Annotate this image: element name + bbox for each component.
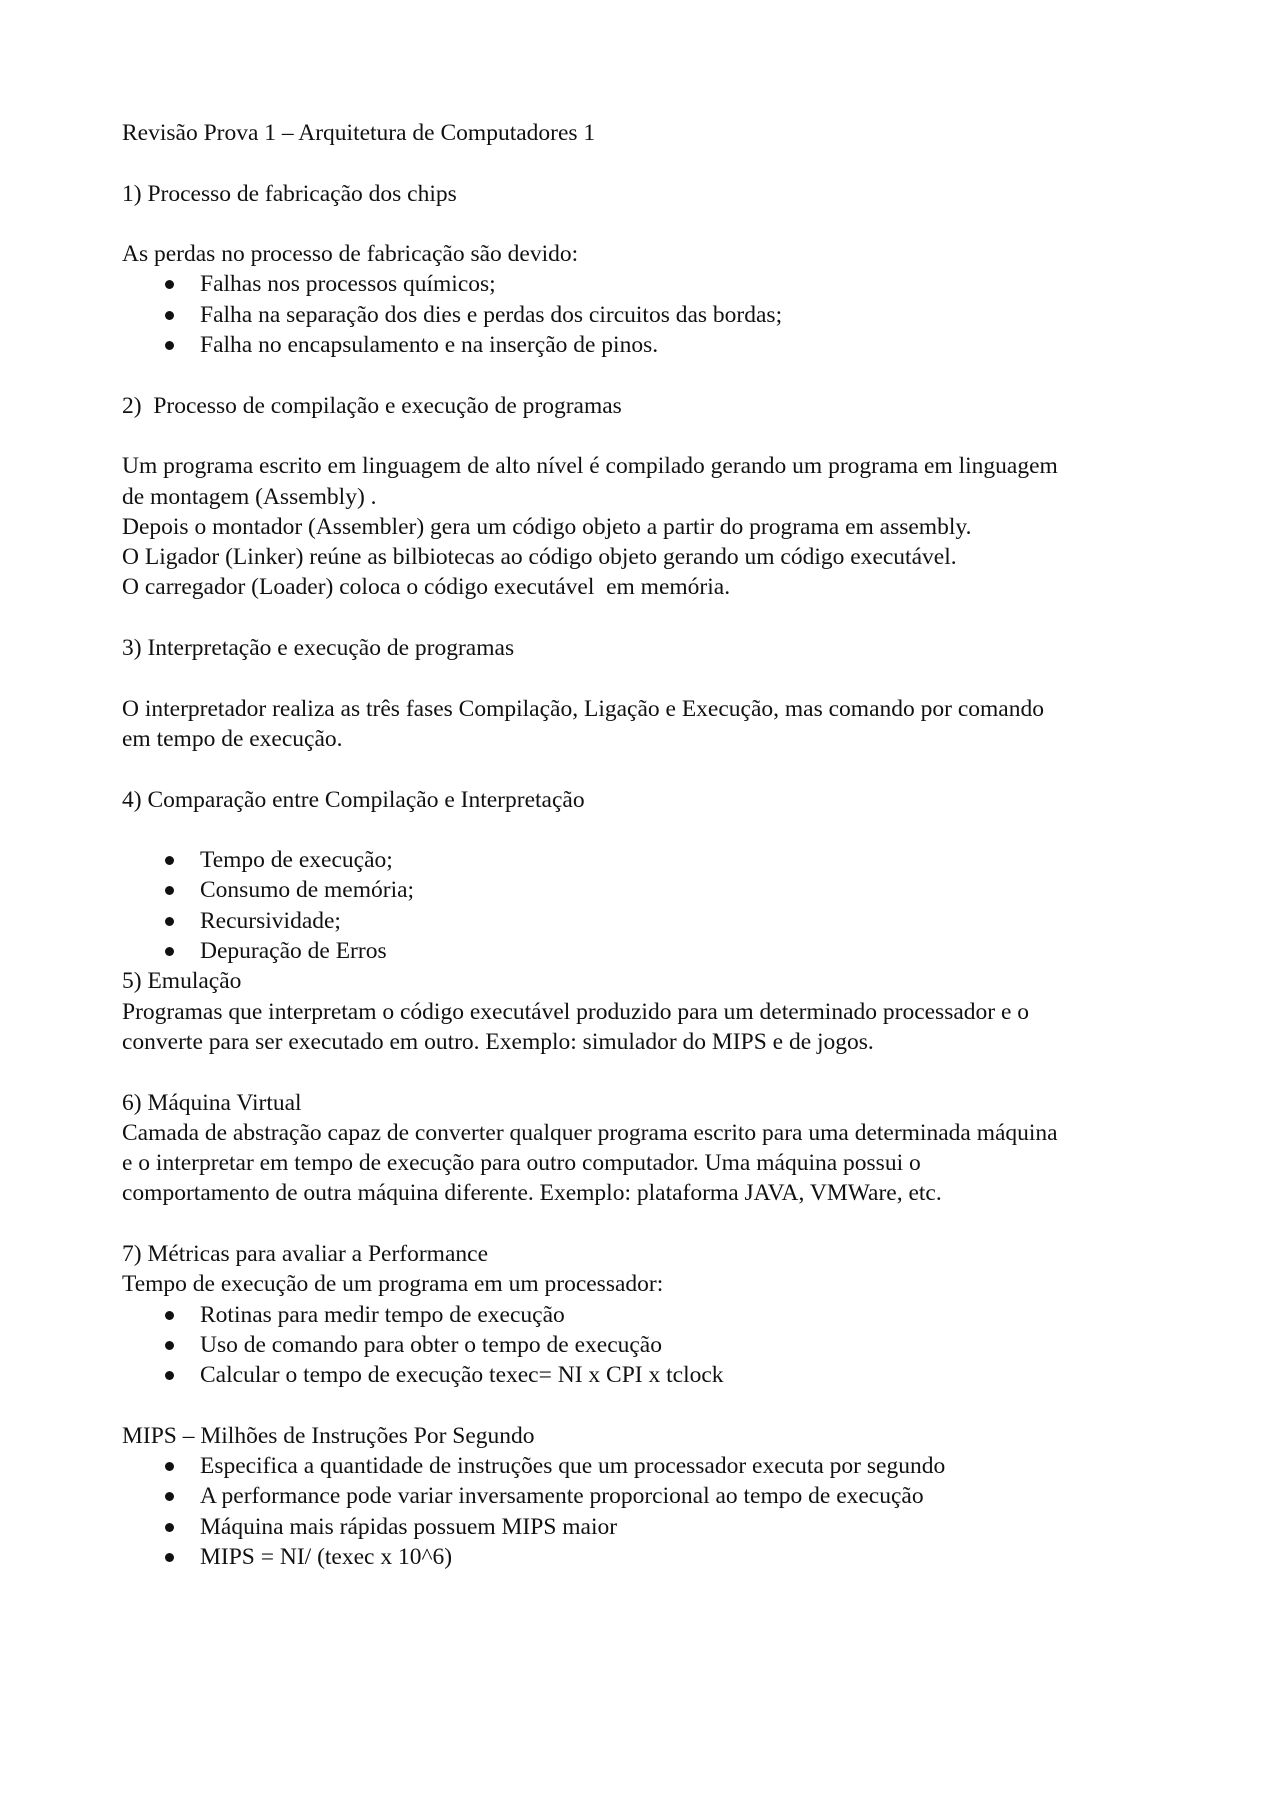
- paragraph-line: em tempo de execução.: [122, 725, 343, 752]
- list-item: [122, 300, 1182, 330]
- spacer: [122, 148, 1182, 178]
- list-item-text: Máquina mais rápidas possuem MIPS maior: [200, 1513, 618, 1540]
- list-item-text: Calcular o tempo de execução texec= NI x CPI x tclock: [200, 1362, 724, 1389]
- list-item-text: Falha na separação dos dies e perdas dos circuitos das bordas;: [200, 301, 783, 328]
- list-item: [122, 1330, 1182, 1360]
- list-item: [122, 845, 1182, 875]
- paragraph-line: de montagem (Assembly) .: [122, 483, 377, 510]
- section-7-list: [122, 1300, 1182, 1391]
- mips-heading: MIPS – Milhões de Instruções Por Segundo: [122, 1422, 535, 1449]
- list-item-text: Consumo de memória;: [200, 877, 415, 904]
- list-item-text: Especifica a quantidade de instruções que um processador executa por segundo: [200, 1453, 946, 1480]
- list-item: [122, 1512, 1182, 1542]
- section-5-heading: 5) Emulação: [122, 968, 242, 995]
- spacer: [122, 663, 1182, 693]
- section-1-heading: 1) Processo de fabricação dos chips: [122, 180, 457, 207]
- list-item-text: Recursividade;: [200, 907, 341, 934]
- paragraph-line: O interpretador realiza as três fases Compilação, Ligação e Execução, mas comando por comando: [122, 695, 1044, 722]
- bullet-icon: [165, 1523, 174, 1532]
- list-item-text: Falha no encapsulamento e na inserção de pinos.: [200, 332, 659, 359]
- list-item: [122, 936, 1182, 966]
- section-1-list: [122, 269, 1182, 360]
- paragraph-line: Programas que interpretam o código executável produzido para um determinado processador e o: [122, 998, 1030, 1025]
- bullet-icon: [165, 1462, 174, 1471]
- bullet-icon: [165, 917, 174, 926]
- list-item-text: Tempo de execução;: [200, 847, 393, 874]
- mips-list: [122, 1451, 1182, 1572]
- bullet-icon: [165, 1371, 174, 1380]
- list-item: [122, 269, 1182, 299]
- list-item: [122, 906, 1182, 936]
- list-item-text: Rotinas para medir tempo de execução: [200, 1301, 565, 1328]
- section-3-heading: 3) Interpretação e execução de programas: [122, 635, 515, 662]
- list-item: [122, 1481, 1182, 1511]
- section-2-heading: 2) Processo de compilação e execução de programas: [122, 392, 622, 419]
- spacer: [122, 1209, 1182, 1239]
- list-item: [122, 1300, 1182, 1330]
- bullet-icon: [165, 1492, 174, 1501]
- list-item-text: Falhas nos processos químicos;: [200, 271, 496, 298]
- spacer: [122, 209, 1182, 239]
- paragraph-line: e o interpretar em tempo de execução para outro computador. Uma máquina possui o: [122, 1150, 921, 1177]
- document-title: Revisão Prova 1 – Arquitetura de Computadores 1: [122, 120, 596, 146]
- spacer: [122, 1057, 1182, 1087]
- bullet-icon: [165, 1341, 174, 1350]
- list-item: [122, 1542, 1182, 1572]
- spacer: [122, 754, 1182, 784]
- spacer: [122, 360, 1182, 390]
- paragraph-line: Um programa escrito em linguagem de alto nível é compilado gerando um programa em linguagem: [122, 453, 1058, 480]
- section-4-heading: 4) Comparação entre Compilação e Interpretação: [122, 786, 585, 813]
- paragraph-line: comportamento de outra máquina diferente. Exemplo: plataforma JAVA, VMWare, etc.: [122, 1180, 942, 1207]
- bullet-icon: [165, 947, 174, 956]
- document-page: [122, 118, 1182, 1572]
- bullet-icon: [165, 886, 174, 895]
- bullet-icon: [165, 280, 174, 289]
- list-item: [122, 875, 1182, 905]
- bullet-icon: [165, 856, 174, 865]
- bullet-icon: [165, 341, 174, 350]
- bullet-icon: [165, 1311, 174, 1320]
- spacer: [122, 1390, 1182, 1420]
- spacer: [122, 603, 1182, 633]
- bullet-icon: [165, 311, 174, 320]
- section-7-heading: 7) Métricas para avaliar a Performance: [122, 1240, 489, 1267]
- paragraph-line: converte para ser executado em outro. Exemplo: simulador do MIPS e de jogos.: [122, 1028, 874, 1055]
- list-item-text: MIPS = NI/ (texec x 10^6): [200, 1543, 453, 1570]
- spacer: [122, 815, 1182, 845]
- paragraph-line: Camada de abstração capaz de converter qualquer programa escrito para uma determinada máquina: [122, 1119, 1058, 1146]
- list-item-text: A performance pode variar inversamente proporcional ao tempo de execução: [200, 1483, 924, 1510]
- paragraph-line: O Ligador (Linker) reúne as bilbiotecas ao código objeto gerando um código executável.: [122, 544, 957, 571]
- list-item-text: Uso de comando para obter o tempo de execução: [200, 1331, 662, 1358]
- list-item: [122, 1360, 1182, 1390]
- spacer: [122, 421, 1182, 451]
- list-item-text: Depuração de Erros: [200, 938, 387, 965]
- section-1-intro: As perdas no processo de fabricação são devido:: [122, 241, 579, 268]
- section-7-intro: Tempo de execução de um programa em um processador:: [122, 1271, 664, 1298]
- section-6-heading: 6) Máquina Virtual: [122, 1089, 302, 1116]
- bullet-icon: [165, 1553, 174, 1562]
- list-item: [122, 1451, 1182, 1481]
- section-4-list: [122, 845, 1182, 966]
- paragraph-line: O carregador (Loader) coloca o código executável em memória.: [122, 574, 731, 601]
- paragraph-line: Depois o montador (Assembler) gera um código objeto a partir do programa em assembly.: [122, 513, 972, 540]
- list-item: [122, 330, 1182, 360]
